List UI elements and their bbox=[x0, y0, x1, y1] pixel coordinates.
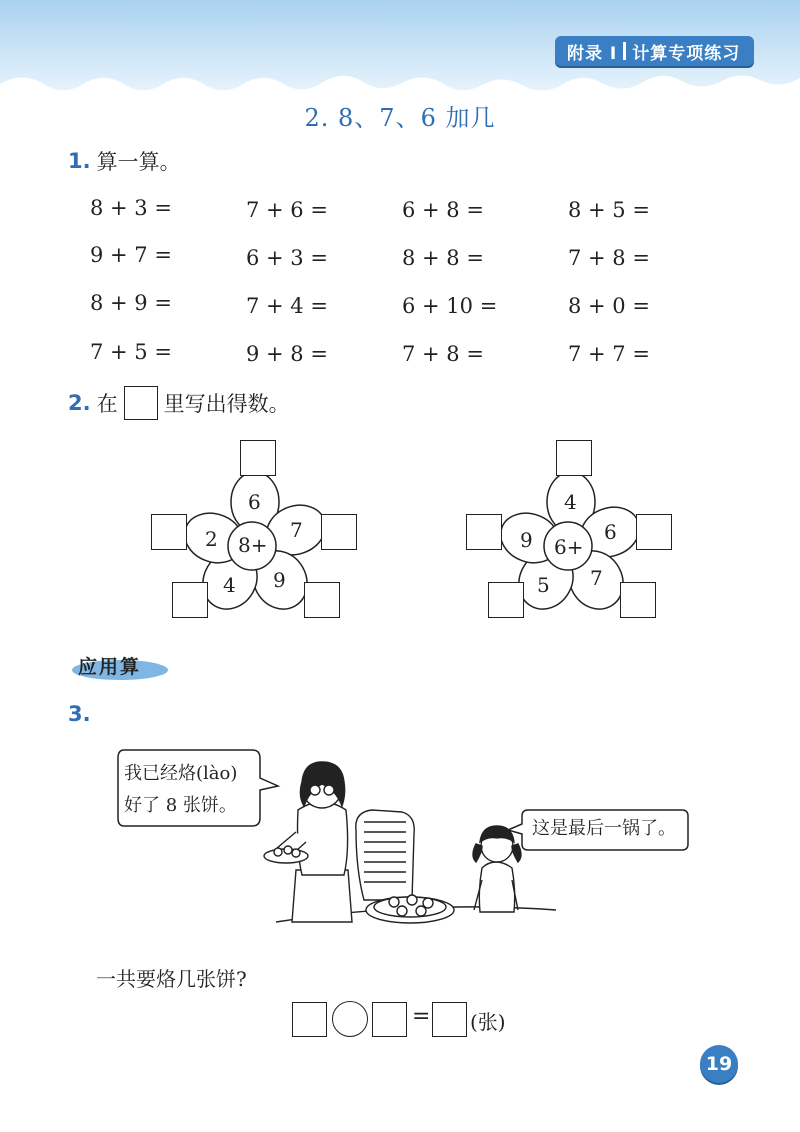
header-separator bbox=[623, 42, 626, 60]
answer-box[interactable] bbox=[240, 440, 276, 476]
petal-number: 2 bbox=[205, 527, 218, 551]
page-number-badge: 19 bbox=[700, 1045, 738, 1083]
section-label-application: 应用算 bbox=[78, 656, 142, 678]
equation: 9 + 7 = bbox=[90, 243, 172, 267]
equation: 8 + 5 = bbox=[568, 198, 650, 222]
q3-question: 一共要烙几张饼? bbox=[96, 967, 247, 991]
answer-box[interactable] bbox=[488, 582, 524, 618]
petal-number: 7 bbox=[290, 518, 303, 542]
answer-box-addend-1[interactable] bbox=[292, 1002, 327, 1037]
petal-number: 9 bbox=[520, 528, 533, 552]
equation: 7 + 4 = bbox=[246, 294, 328, 318]
petal-number: 4 bbox=[564, 490, 577, 514]
answer-box[interactable] bbox=[304, 582, 340, 618]
petal-number: 7 bbox=[590, 566, 603, 590]
equation: 6 + 3 = bbox=[246, 246, 328, 270]
page-title: 2. 8、7、6 加几 bbox=[304, 104, 496, 132]
equation: 8 + 3 = bbox=[90, 196, 172, 220]
illustration-cooking-scene bbox=[256, 750, 576, 930]
flower-center-label: 6+ bbox=[554, 535, 584, 559]
q2-heading bbox=[68, 386, 290, 420]
flower-center-label: 8+ bbox=[238, 533, 268, 557]
section-label: 计算专项练习 bbox=[632, 43, 741, 64]
equation: 6 + 8 = bbox=[402, 198, 484, 222]
answer-box[interactable] bbox=[321, 514, 357, 550]
equation: 7 + 8 = bbox=[568, 246, 650, 270]
q2-text-before: 在 bbox=[96, 392, 118, 416]
equation: 9 + 8 = bbox=[246, 342, 328, 366]
petal-number: 5 bbox=[537, 573, 550, 597]
q1-number: 1. bbox=[68, 149, 91, 173]
equals-sign: = bbox=[412, 1004, 431, 1029]
answer-box-sample bbox=[124, 386, 158, 420]
petal-number: 6 bbox=[604, 520, 617, 544]
bubble-left-line-1: 我已经烙(lào) bbox=[124, 763, 238, 784]
petal-number: 9 bbox=[273, 568, 286, 592]
appendix-label: 附录 I bbox=[567, 43, 618, 64]
header-section-tag bbox=[555, 36, 754, 66]
equation: 8 + 8 = bbox=[402, 246, 484, 270]
q1-heading bbox=[68, 146, 181, 176]
answer-box-result[interactable] bbox=[432, 1002, 467, 1037]
equation: 8 + 0 = bbox=[568, 294, 650, 318]
answer-box[interactable] bbox=[151, 514, 187, 550]
equation: 7 + 8 = bbox=[402, 342, 484, 366]
answer-box-addend-2[interactable] bbox=[372, 1002, 407, 1037]
bubble-left-line-2: 好了 8 张饼。 bbox=[124, 795, 237, 816]
answer-box[interactable] bbox=[636, 514, 672, 550]
answer-box[interactable] bbox=[556, 440, 592, 476]
petal-number: 4 bbox=[223, 573, 236, 597]
answer-box[interactable] bbox=[620, 582, 656, 618]
bubble-right-text: 这是最后一锅了。 bbox=[532, 818, 676, 839]
q2-number: 2. bbox=[68, 391, 91, 415]
q3-number: 3. bbox=[68, 702, 91, 726]
operator-circle[interactable] bbox=[332, 1001, 368, 1037]
answer-box[interactable] bbox=[172, 582, 208, 618]
equation: 8 + 9 = bbox=[90, 291, 172, 315]
answer-box[interactable] bbox=[466, 514, 502, 550]
equation: 7 + 7 = bbox=[568, 342, 650, 366]
equation: 6 + 10 = bbox=[402, 294, 498, 318]
q2-text-after: 里写出得数。 bbox=[163, 392, 290, 416]
equation: 7 + 5 = bbox=[90, 340, 172, 364]
equation: 7 + 6 = bbox=[246, 198, 328, 222]
petal-number: 6 bbox=[248, 490, 261, 514]
q1-instruction: 算一算。 bbox=[96, 150, 181, 174]
unit-label: (张) bbox=[470, 1010, 506, 1034]
